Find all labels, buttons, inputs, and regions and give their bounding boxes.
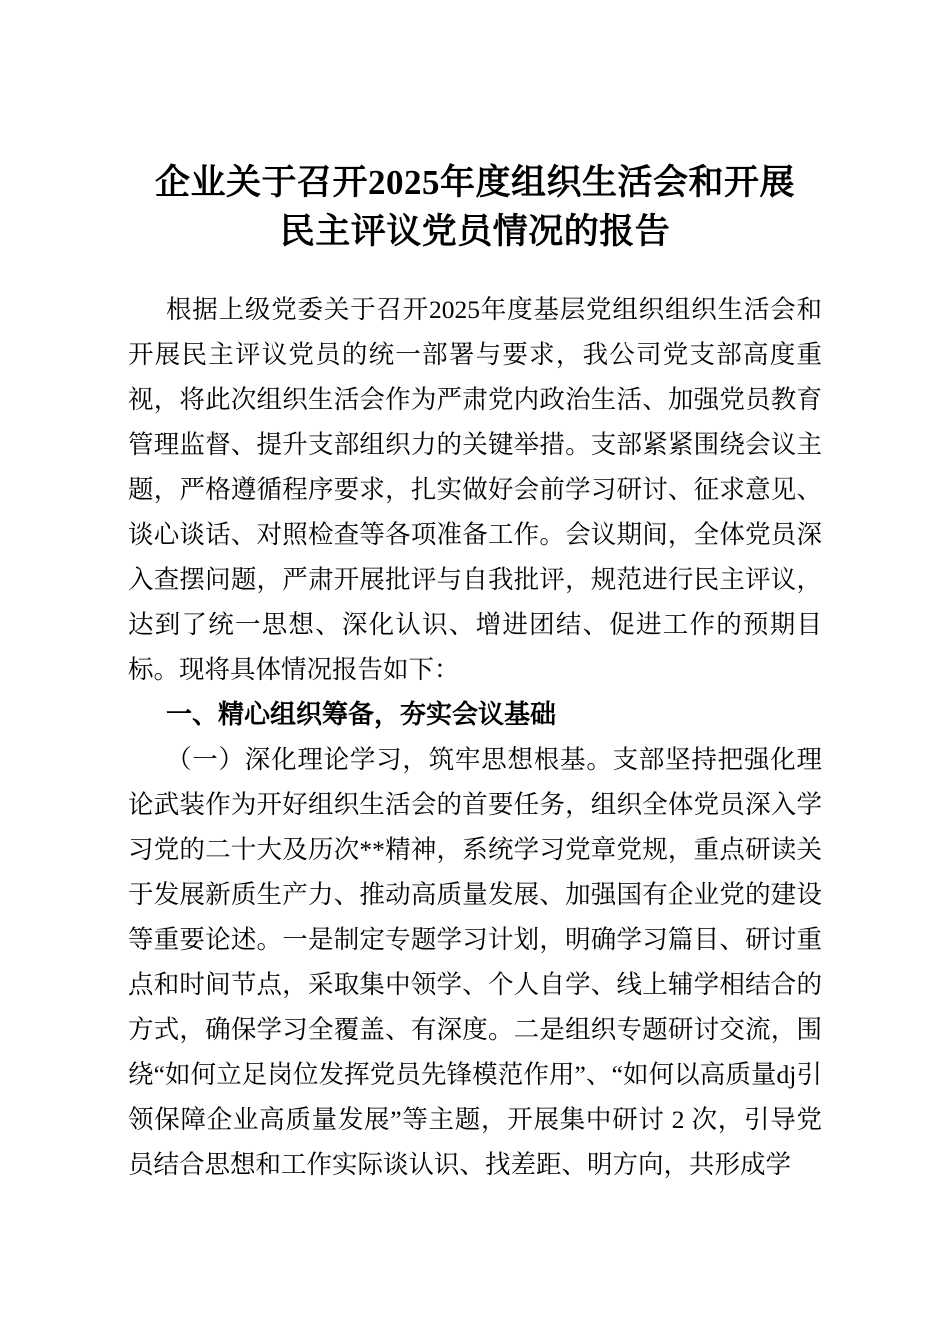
paragraph-introduction: 根据上级党委关于召开2025年度基层党组织组织生活会和开展民主评议党员的统一部署与要求，我公司党支部高度重视，将此次组织生活会作为严肃党内政治生活、加强党员教育管理监督、提升支部组织力的关键举措。支部紧紧围绕会议主题，严格遵循程序要求，扎实做好会前学习研讨、征求意见、谈心谈话、对照检查等各项准备工作。会议期间，全体党员深入查摆问题，严肃开展批评与自我批评，规范进行民主评议，达到了统一思想、深化认识、增进团结、促进工作的预期目标。现将具体情况报告如下： (128, 295, 822, 684)
section-heading-1: 一、精心组织筹备，夯实会议基础 (166, 700, 557, 729)
paragraph-section-1-1: （一）深化理论学习，筑牢思想根基。支部坚持把强化理论武装作为开好组织生活会的首要任务，组织全体党员深入学习党的二十大及历次**精神，系统学习党章党规，重点研读关于发展新质生产力、推动高质量发展、加强国有企业党的建设等重要论述。一是制定专题学习计划，明确学习篇目、研讨重点和时间节点，采取集中领学、个人自学、线上辅学相结合的方式，确保学习全覆盖、有深度。二是组织专题研讨交流，围绕“如何立足岗位发挥党员先锋模范作用”、“如何以高质量dj引领保障企业高质量发展”等主题，开展集中研讨 2 次，引导党员结合思想和工作实际谈认识、找差距、明方向，共形成学 (128, 745, 822, 1179)
document-title (128, 158, 822, 256)
document-title-line-1: 企业关于召开2025年度组织生活会和开展 (154, 163, 795, 202)
document-title-line-2: 民主评议党员情况的报告 (279, 212, 671, 251)
